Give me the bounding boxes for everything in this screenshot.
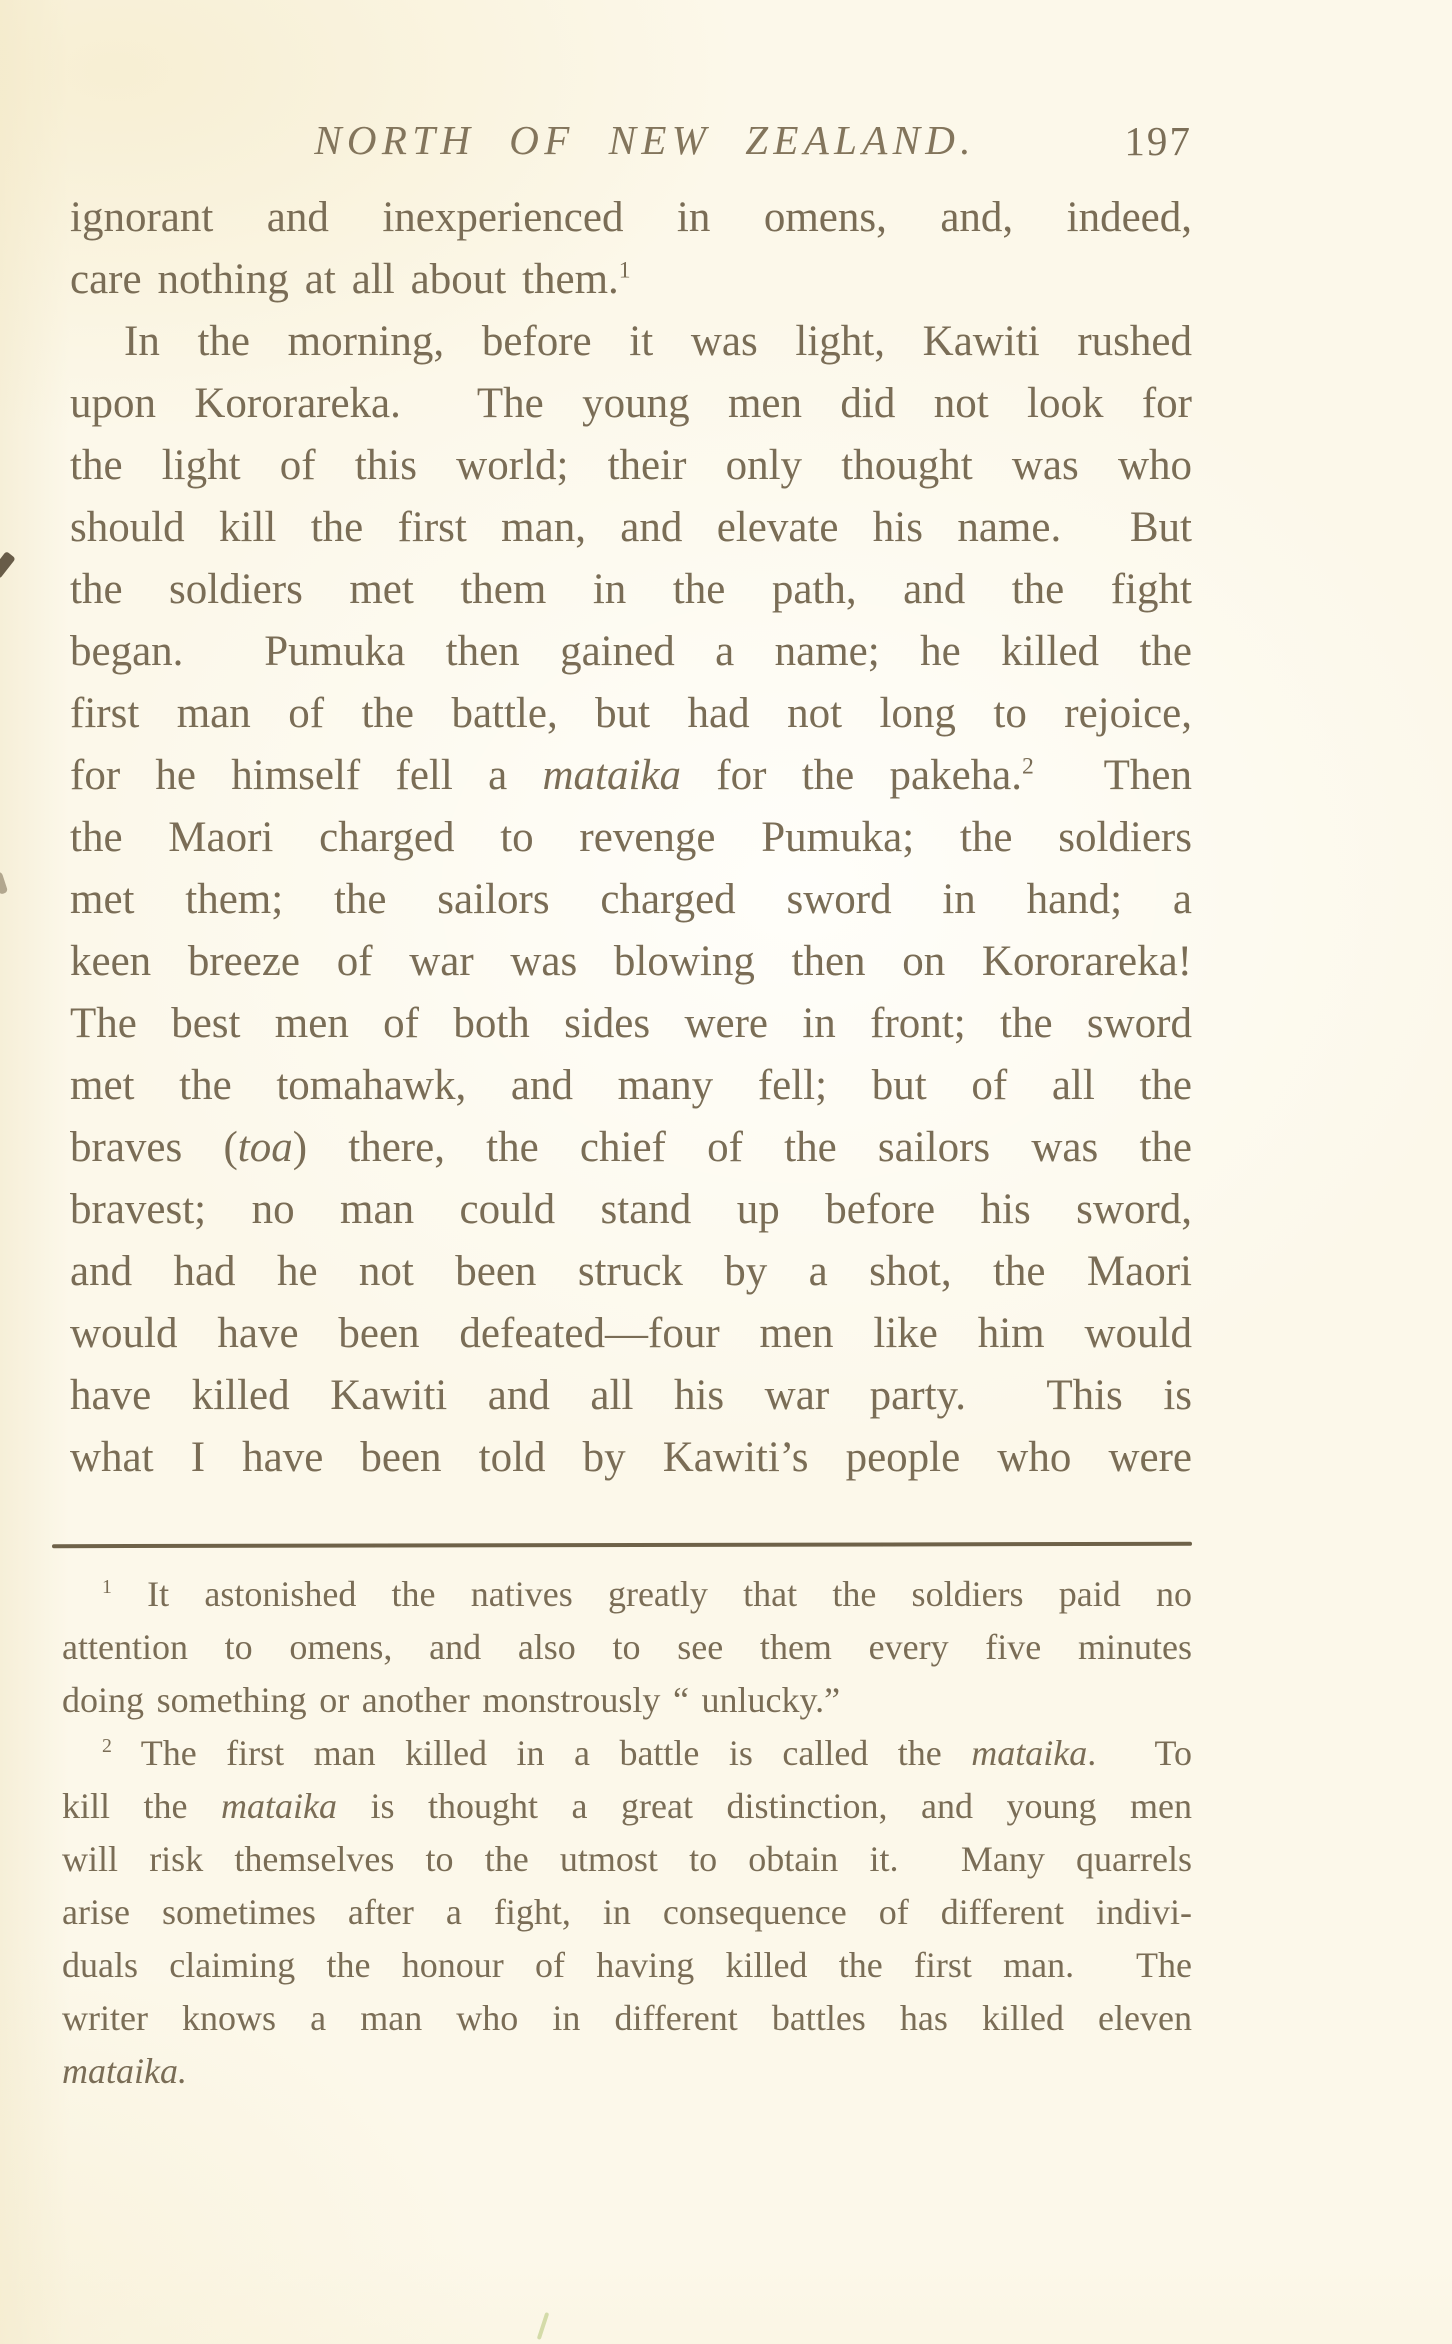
footnote-line: $^1$ It astonished the natives greatly that the soldiers paid no — [102, 1574, 1192, 1614]
body-text-line: what I have been told by Kawiti’s people who were — [70, 1434, 1192, 1481]
body-text-line: the light of this world; their only thought was who — [70, 442, 1192, 489]
italic-term: mataika — [221, 1786, 337, 1826]
scan-artifact-left-edge — [0, 551, 16, 579]
body-text-line: and had he not been struck by a shot, the Maori — [70, 1248, 1192, 1295]
footnote-line: writer knows a man who in different battles has killed eleven — [62, 1998, 1192, 2038]
body-text-line: the soldiers met them in the path, and the fight — [70, 566, 1192, 613]
body-text-line: the Maori charged to revenge Pumuka; the soldiers — [70, 814, 1192, 861]
running-head — [70, 116, 1192, 176]
footnote-line: will risk themselves to the utmost to obtain it. Many quarrels — [62, 1839, 1192, 1879]
page-number: 197 — [1124, 118, 1192, 164]
body-text-line: have killed Kawiti and all his war party. This is — [70, 1372, 1192, 1419]
footnote-line: attention to omens, and also to see them every five minutes — [62, 1627, 1192, 1667]
body-text-line: ignorant and inexperienced in omens, and, indeed, — [70, 194, 1192, 241]
italic-term: mataika — [542, 752, 682, 799]
body-text-line: for he himself fell a mataika for the pakeha.$^2$ Then — [70, 752, 1192, 799]
footnote-line: duals claiming the honour of having killed the first man. The — [62, 1945, 1192, 1985]
footnotes-block — [62, 1568, 1192, 2098]
italic-term: toa — [237, 1124, 293, 1171]
footnote-line: arise sometimes after a fight, in consequence of different indivi- — [62, 1892, 1192, 1932]
body-text-line: upon Kororareka. The young men did not look for — [70, 380, 1192, 427]
body-text-line: In the morning, before it was light, Kawiti rushed — [124, 318, 1192, 365]
body-text-line: would have been defeated—four men like him would — [70, 1310, 1192, 1357]
body-text-line: care nothing at all about them.$^1$ — [70, 256, 631, 303]
italic-term: mataika. — [62, 2051, 187, 2091]
body-text-line: should kill the first man, and elevate his name. But — [70, 504, 1192, 551]
body-text-line: braves (toa) there, the chief of the sailors was the — [70, 1124, 1192, 1171]
footnote-marker: 2 — [102, 1735, 112, 1757]
footnote-line: $^2$ The first man killed in a battle is called the mataika. To — [102, 1733, 1193, 1773]
footnote-marker: 1 — [618, 257, 631, 284]
footnote-marker: 1 — [102, 1576, 112, 1598]
body-text-block — [70, 187, 1192, 1489]
body-text-line: met the tomahawk, and many fell; but of all the — [70, 1062, 1192, 1109]
footnote-marker: 2 — [1022, 753, 1034, 780]
footnote-separator-rule — [52, 1542, 1192, 1548]
body-text-line: began. Pumuka then gained a name; he killed the — [70, 628, 1192, 675]
running-head-title: NORTH OF NEW ZEALAND. — [314, 117, 976, 163]
body-text-line: The best men of both sides were in front; the sword — [70, 1000, 1192, 1047]
italic-term: mataika — [971, 1733, 1088, 1773]
body-text-line: met them; the sailors charged sword in hand; a — [70, 876, 1192, 923]
body-text-line: keen breeze of war was blowing then on Kororareka! — [70, 938, 1192, 985]
footnote-line: doing something or another monstrously “ unlucky.” — [62, 1680, 841, 1720]
footnote-line: kill the mataika is thought a great distinction, and young men — [62, 1786, 1192, 1826]
scan-artifact-bottom — [537, 2312, 549, 2340]
footnote-line — [62, 2045, 1192, 2098]
scan-artifact-left-edge-2 — [0, 871, 8, 895]
body-text-line: first man of the battle, but had not long to rejoice, — [70, 690, 1192, 737]
body-text-line: bravest; no man could stand up before his sword, — [70, 1186, 1192, 1233]
